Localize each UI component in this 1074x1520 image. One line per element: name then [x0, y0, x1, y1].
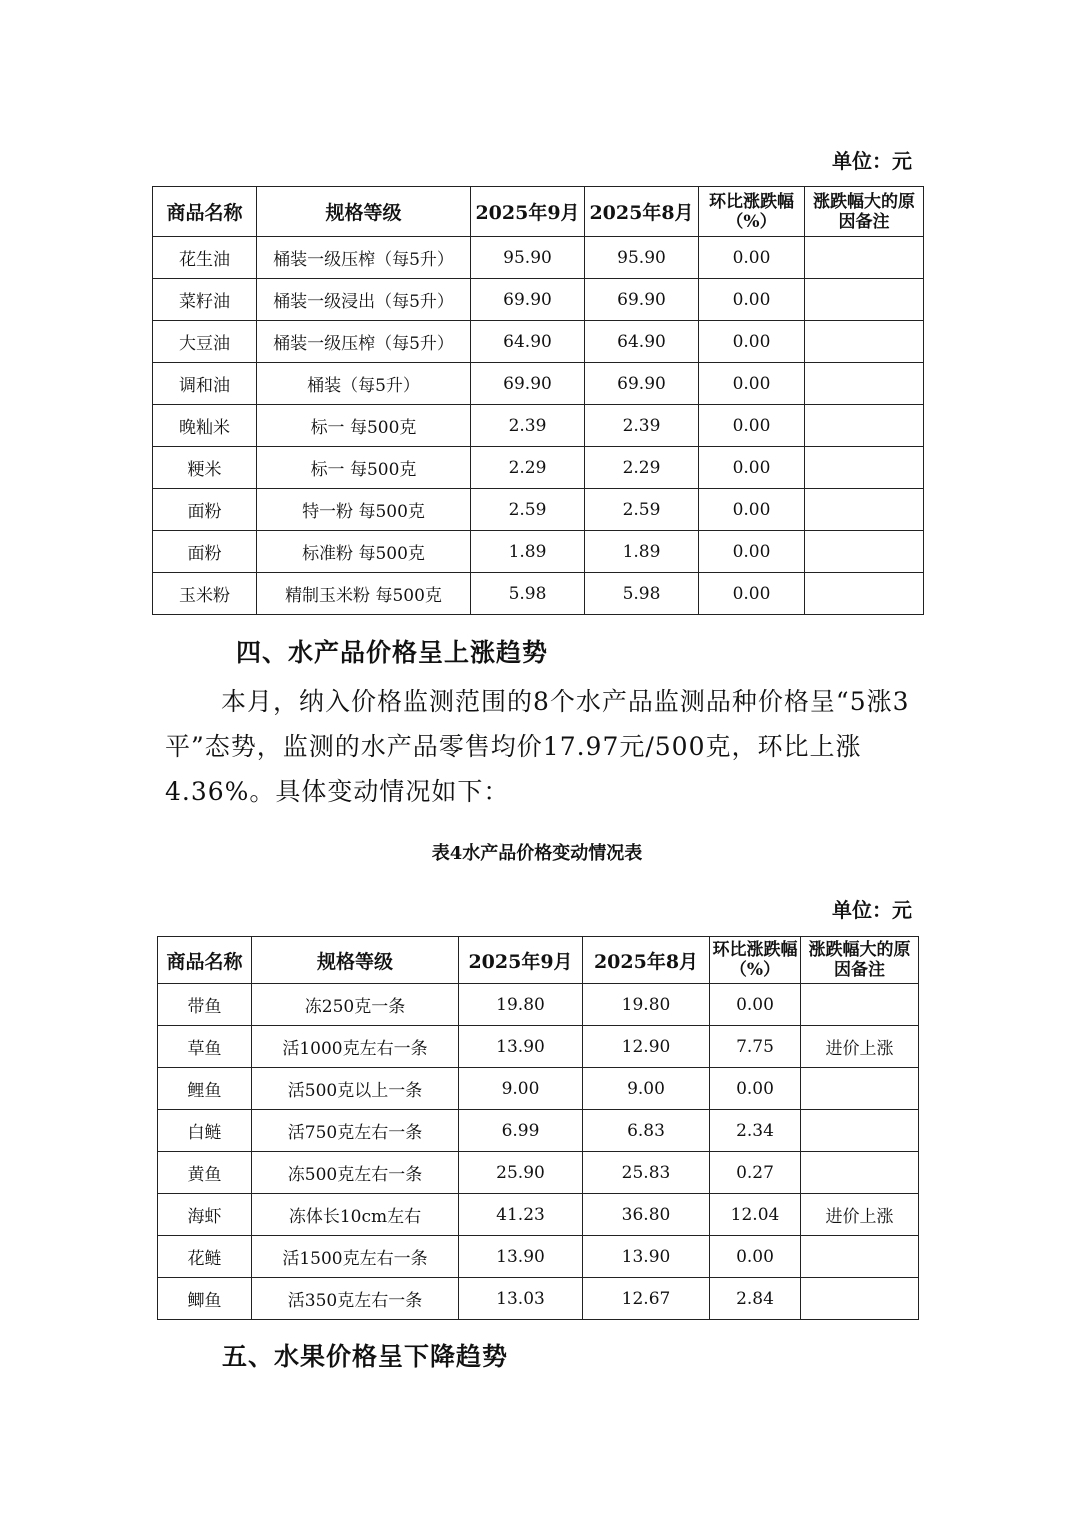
table-header-row — [153, 187, 924, 237]
product-name-cell: 白鲢 — [158, 1110, 252, 1152]
change-cell: 12.04 — [710, 1194, 801, 1236]
change-cell: 0.00 — [699, 321, 805, 363]
header-aug-2025: 2025年8月 — [585, 187, 699, 237]
header-product-name: 商品名称 — [158, 937, 252, 984]
price-sep-cell: 13.90 — [459, 1236, 583, 1278]
table-row — [153, 573, 924, 615]
spec-cell: 活750克左右一条 — [252, 1110, 459, 1152]
spec-cell: 标准粉 每500克 — [257, 531, 471, 573]
note-cell — [805, 447, 924, 489]
spec-cell: 活500克以上一条 — [252, 1068, 459, 1110]
header-spec-grade: 规格等级 — [252, 937, 459, 984]
product-name-cell: 海虾 — [158, 1194, 252, 1236]
product-name-cell: 菜籽油 — [153, 279, 257, 321]
note-cell — [805, 489, 924, 531]
product-name-cell: 花生油 — [153, 237, 257, 279]
note-cell — [801, 1152, 919, 1194]
price-aug-cell: 2.59 — [585, 489, 699, 531]
change-cell: 2.34 — [710, 1110, 801, 1152]
header-sep-2025: 2025年9月 — [459, 937, 583, 984]
price-sep-cell: 2.59 — [471, 489, 585, 531]
price-sep-cell: 69.90 — [471, 279, 585, 321]
note-cell — [801, 984, 919, 1026]
price-sep-cell: 2.39 — [471, 405, 585, 447]
change-cell: 2.84 — [710, 1278, 801, 1320]
price-aug-cell: 95.90 — [585, 237, 699, 279]
price-sep-cell: 41.23 — [459, 1194, 583, 1236]
price-sep-cell: 64.90 — [471, 321, 585, 363]
change-cell: 0.00 — [710, 1236, 801, 1278]
price-sep-cell: 1.89 — [471, 531, 585, 573]
note-cell — [805, 237, 924, 279]
spec-cell: 活1000克左右一条 — [252, 1026, 459, 1068]
spec-cell: 活350克左右一条 — [252, 1278, 459, 1320]
header-reason-note: 涨跌幅大的原因备注 — [805, 187, 924, 237]
spec-cell: 冻500克左右一条 — [252, 1152, 459, 1194]
price-aug-cell: 25.83 — [583, 1152, 710, 1194]
price-aug-cell: 12.90 — [583, 1026, 710, 1068]
spec-cell: 桶装（每5升） — [257, 363, 471, 405]
note-cell — [801, 1110, 919, 1152]
price-aug-cell: 1.89 — [585, 531, 699, 573]
note-cell: 进价上涨 — [801, 1026, 919, 1068]
table-row — [153, 405, 924, 447]
price-sep-cell: 13.90 — [459, 1026, 583, 1068]
product-name-cell: 鲫鱼 — [158, 1278, 252, 1320]
price-sep-cell: 2.29 — [471, 447, 585, 489]
change-cell: 0.00 — [699, 447, 805, 489]
header-mom-change: 环比涨跌幅（%） — [699, 187, 805, 237]
change-cell: 0.00 — [710, 1068, 801, 1110]
spec-cell: 桶装一级压榨（每5升） — [257, 237, 471, 279]
table-row — [158, 1152, 919, 1194]
product-name-cell: 大豆油 — [153, 321, 257, 363]
note-cell: 进价上涨 — [801, 1194, 919, 1236]
price-sep-cell: 6.99 — [459, 1110, 583, 1152]
price-aug-cell: 69.90 — [585, 363, 699, 405]
product-name-cell: 玉米粉 — [153, 573, 257, 615]
price-aug-cell: 6.83 — [583, 1110, 710, 1152]
price-aug-cell: 2.39 — [585, 405, 699, 447]
table-row — [158, 1278, 919, 1320]
spec-cell: 特一粉 每500克 — [257, 489, 471, 531]
section-heading-fruit: 五、水果价格呈下降趋势 — [222, 1342, 509, 1371]
grain-oil-price-table — [152, 186, 924, 615]
table-row — [153, 363, 924, 405]
change-cell: 0.00 — [710, 984, 801, 1026]
spec-cell: 标一 每500克 — [257, 405, 471, 447]
price-aug-cell: 13.90 — [583, 1236, 710, 1278]
price-aug-cell: 5.98 — [585, 573, 699, 615]
product-name-cell: 黄鱼 — [158, 1152, 252, 1194]
table-row — [153, 447, 924, 489]
product-name-cell: 花鲢 — [158, 1236, 252, 1278]
change-cell: 0.00 — [699, 363, 805, 405]
price-aug-cell: 2.29 — [585, 447, 699, 489]
unit-label: 单位：元 — [832, 149, 912, 173]
price-aug-cell: 64.90 — [585, 321, 699, 363]
product-name-cell: 面粉 — [153, 489, 257, 531]
spec-cell: 精制玉米粉 每500克 — [257, 573, 471, 615]
price-aug-cell: 12.67 — [583, 1278, 710, 1320]
product-name-cell: 粳米 — [153, 447, 257, 489]
aquatic-price-table — [157, 936, 919, 1320]
price-sep-cell: 5.98 — [471, 573, 585, 615]
note-cell — [801, 1236, 919, 1278]
price-sep-cell: 69.90 — [471, 363, 585, 405]
change-cell: 0.00 — [699, 237, 805, 279]
change-cell: 0.00 — [699, 531, 805, 573]
table-row — [153, 279, 924, 321]
price-sep-cell: 9.00 — [459, 1068, 583, 1110]
note-cell — [805, 405, 924, 447]
change-cell: 0.00 — [699, 573, 805, 615]
product-name-cell: 面粉 — [153, 531, 257, 573]
aquatic-summary-text: 本月，纳入价格监测范围的8个水产品监测品种价格呈“5涨3平”态势，监测的水产品零售均价17.97元/500克，环比上涨4.36%。具体变动情况如下： — [165, 687, 910, 806]
product-name-cell: 带鱼 — [158, 984, 252, 1026]
price-aug-cell: 69.90 — [585, 279, 699, 321]
note-cell — [805, 321, 924, 363]
spec-cell: 桶装一级浸出（每5升） — [257, 279, 471, 321]
product-name-cell: 晚籼米 — [153, 405, 257, 447]
change-cell: 0.27 — [710, 1152, 801, 1194]
unit-label-2: 单位：元 — [832, 898, 912, 922]
table-header-row — [158, 937, 919, 984]
table-row — [158, 1110, 919, 1152]
note-cell — [801, 1068, 919, 1110]
table-row — [153, 321, 924, 363]
table-row — [158, 984, 919, 1026]
price-sep-cell: 25.90 — [459, 1152, 583, 1194]
spec-cell: 活1500克左右一条 — [252, 1236, 459, 1278]
note-cell — [805, 531, 924, 573]
table-row — [158, 1068, 919, 1110]
change-cell: 0.00 — [699, 279, 805, 321]
table-row — [153, 531, 924, 573]
table-row — [158, 1194, 919, 1236]
note-cell — [805, 363, 924, 405]
spec-cell: 冻250克一条 — [252, 984, 459, 1026]
header-reason-note: 涨跌幅大的原因备注 — [801, 937, 919, 984]
spec-cell: 桶装一级压榨（每5升） — [257, 321, 471, 363]
price-aug-cell: 19.80 — [583, 984, 710, 1026]
table4-caption: 表4水产品价格变动情况表 — [431, 843, 643, 864]
note-cell — [801, 1278, 919, 1320]
change-cell: 0.00 — [699, 489, 805, 531]
header-product-name: 商品名称 — [153, 187, 257, 237]
header-spec-grade: 规格等级 — [257, 187, 471, 237]
table-row — [158, 1236, 919, 1278]
table-row — [153, 489, 924, 531]
spec-cell: 冻体长10cm左右 — [252, 1194, 459, 1236]
product-name-cell: 草鱼 — [158, 1026, 252, 1068]
header-aug-2025: 2025年8月 — [583, 937, 710, 984]
table-row — [153, 237, 924, 279]
header-mom-change: 环比涨跌幅（%） — [710, 937, 801, 984]
product-name-cell: 调和油 — [153, 363, 257, 405]
section-heading-aquatic: 四、水产品价格呈上涨趋势 — [236, 638, 549, 667]
change-cell: 0.00 — [699, 405, 805, 447]
note-cell — [805, 573, 924, 615]
aquatic-summary-paragraph — [165, 679, 915, 814]
spec-cell: 标一 每500克 — [257, 447, 471, 489]
price-aug-cell: 9.00 — [583, 1068, 710, 1110]
header-sep-2025: 2025年9月 — [471, 187, 585, 237]
table-row — [158, 1026, 919, 1068]
price-aug-cell: 36.80 — [583, 1194, 710, 1236]
price-sep-cell: 95.90 — [471, 237, 585, 279]
change-cell: 7.75 — [710, 1026, 801, 1068]
product-name-cell: 鲤鱼 — [158, 1068, 252, 1110]
note-cell — [805, 279, 924, 321]
price-sep-cell: 13.03 — [459, 1278, 583, 1320]
price-sep-cell: 19.80 — [459, 984, 583, 1026]
